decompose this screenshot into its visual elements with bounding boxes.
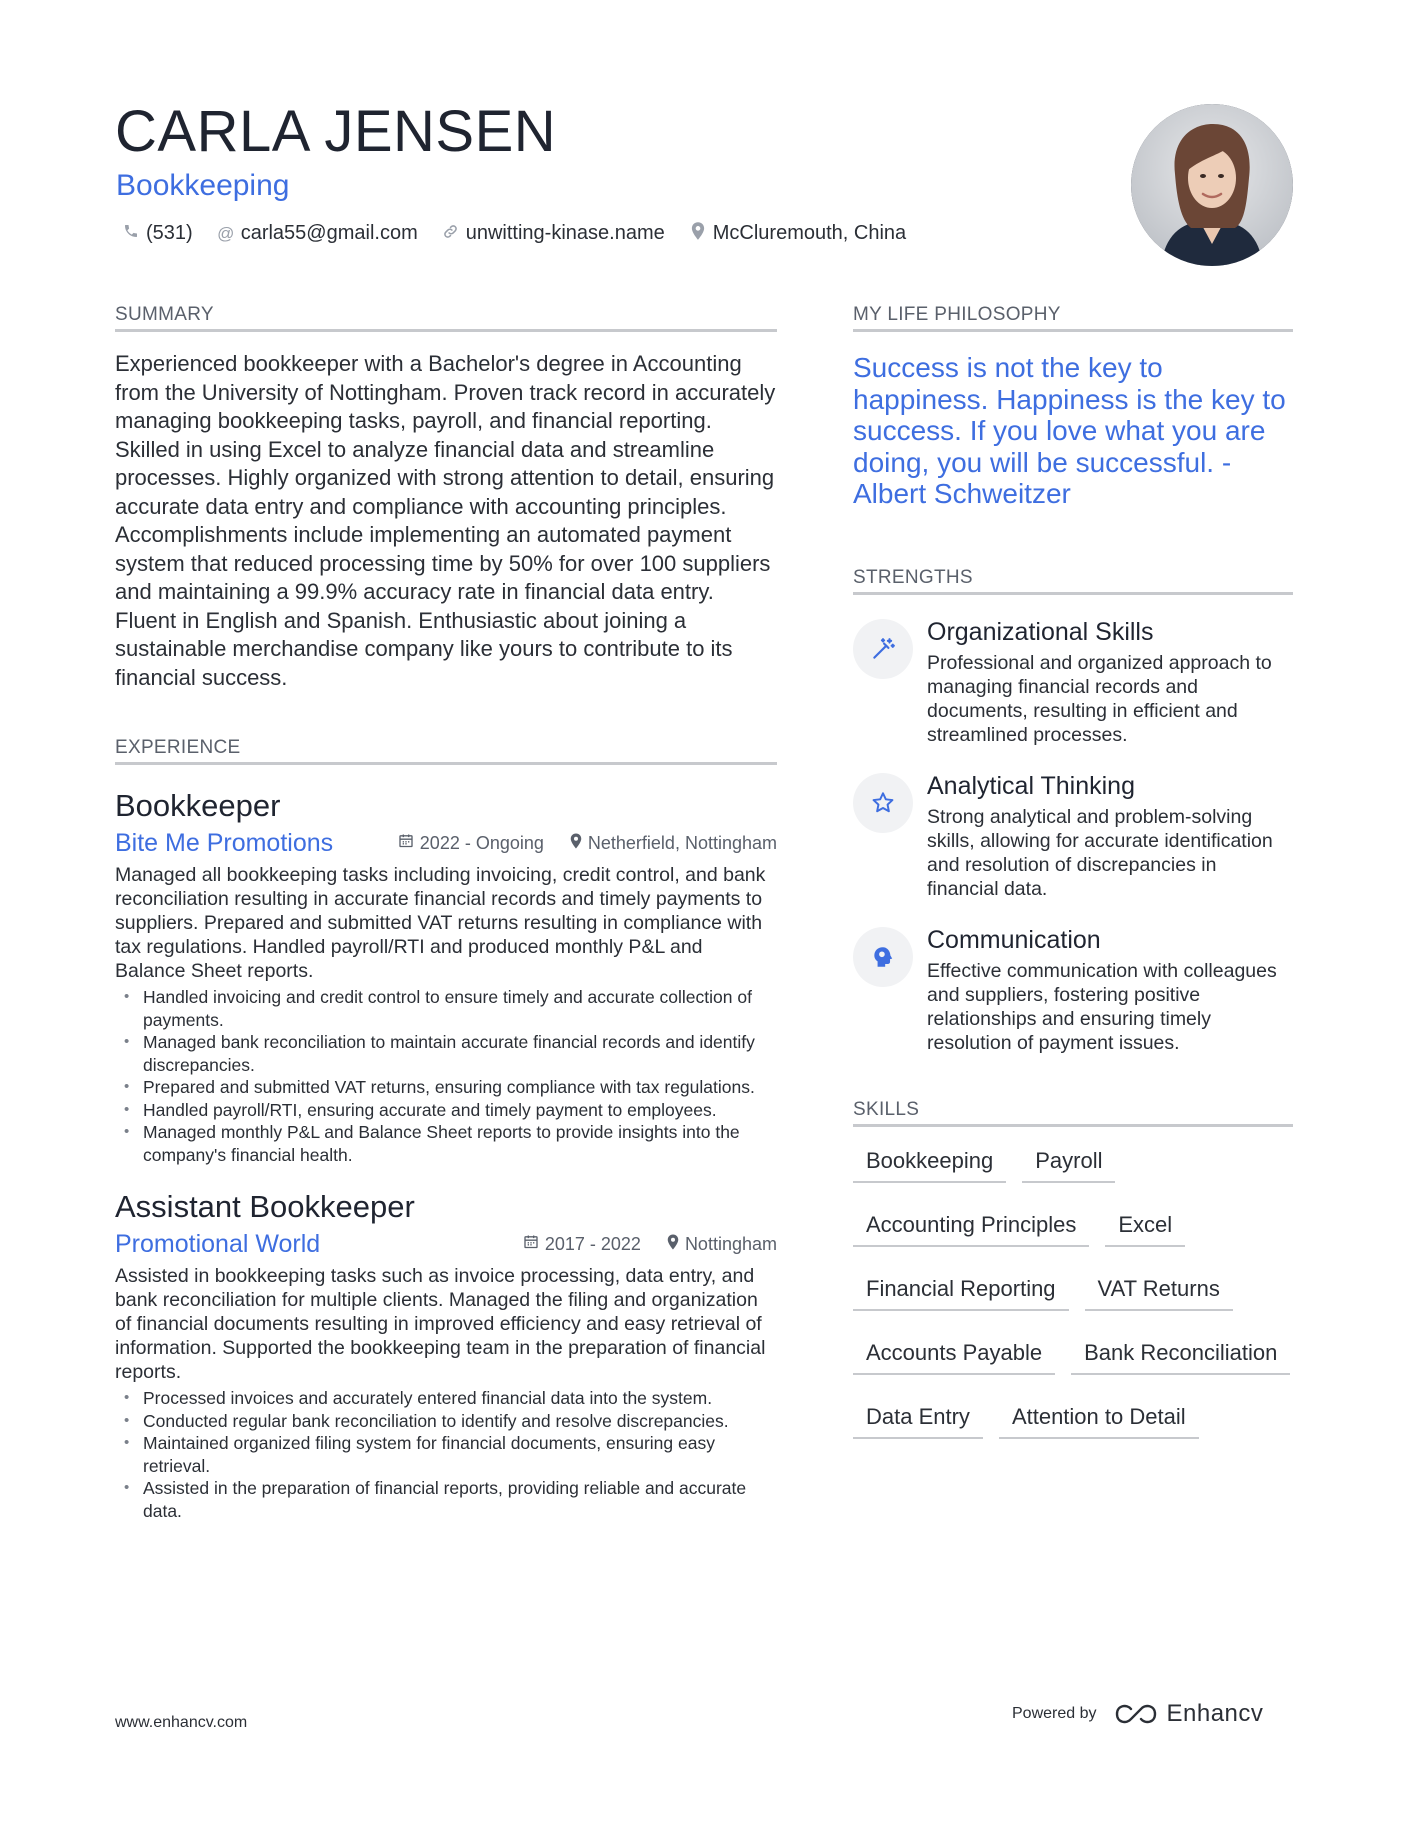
calendar-icon (523, 1233, 539, 1255)
calendar-icon (398, 832, 414, 854)
contact-website[interactable] (442, 222, 665, 245)
contact-bar (122, 222, 906, 245)
job-description: Managed all bookkeeping tasks including invoicing, credit control, and bank reconciliation resulting in accurate financial records and timely payments to suppliers. Prepared and submitted VAT returns resulting in compliance with tax regulations. Handled payroll/RTI and produced monthly P&L and Balance Sheet reports. (115, 864, 766, 982)
job-location-value: Nottingham (684, 1233, 777, 1254)
job-bullets (115, 986, 777, 1166)
skill-tag: Payroll (1022, 1141, 1115, 1183)
job-meta (115, 1228, 777, 1260)
powered-by-label: Powered by (1012, 1705, 1097, 1722)
job-dates (523, 1233, 641, 1255)
job-description: Assisted in bookkeeping tasks such as invoice processing, data entry, and bank reconciliation for multiple clients. Managed the filing and organization of financial documents resulting in improved efficiency and easy retrieval of information. Supported the bookkeeping team in the preparation of financial reports. (115, 1265, 766, 1383)
candidate-title: Bookkeeping (116, 169, 290, 202)
job-dates-value: 2017 - 2022 (544, 1233, 641, 1254)
magic-wand-icon (853, 619, 913, 679)
job-title: Assistant Bookkeeper (115, 1189, 415, 1224)
brand-logo[interactable] (1113, 1700, 1264, 1728)
left-column (115, 304, 777, 1522)
skill-tag: Bank Reconciliation (1071, 1333, 1290, 1375)
job-bullet: • Processed invoices and accurately entered financial data into the system. (115, 1387, 777, 1410)
job-entry (115, 787, 777, 1166)
enhancv-logo-icon (1113, 1702, 1159, 1726)
strength-title: Organizational Skills (927, 617, 1154, 646)
email-value: carla55@gmail.com (240, 222, 418, 244)
job-meta (115, 827, 777, 859)
phone-icon (122, 223, 140, 244)
skill-tag: VAT Returns (1085, 1269, 1233, 1311)
skill-tag: Excel (1105, 1205, 1185, 1247)
skill-tag: Attention to Detail (999, 1397, 1199, 1439)
skill-tag: Accounts Payable (853, 1333, 1055, 1375)
job-location-value: Netherfield, Nottingham (587, 832, 777, 853)
experience-heading: EXPERIENCE (115, 737, 777, 765)
company-name: Promotional World (115, 1230, 321, 1258)
job-bullet: • Assisted in the preparation of financial reports, providing reliable and accurate data. (115, 1477, 777, 1522)
strength-content (927, 771, 1293, 901)
at-sign-icon: @ (217, 223, 235, 243)
contact-email[interactable] (217, 222, 418, 245)
strength-description: Effective communication with colleagues and suppliers, fostering positive relationships and ensuring timely resolution of payment issues. (927, 959, 1277, 1054)
job-bullet: • Managed monthly P&L and Balance Sheet reports to provide insights into the company's financial health. (115, 1121, 777, 1166)
job-dates (398, 832, 544, 854)
strength-content (927, 925, 1293, 1055)
skills-heading: SKILLS (853, 1099, 1293, 1127)
philosophy-quote: Success is not the key to happiness. Happiness is the key to success. If you love what you are doing, you will be successful. - Albert Schweitzer (853, 352, 1286, 509)
philosophy-heading: MY LIFE PHILOSOPHY (853, 304, 1293, 332)
skills-list (853, 1141, 1293, 1439)
job-entry (115, 1188, 777, 1522)
job-dates-value: 2022 - Ongoing (419, 832, 544, 853)
website-value: unwitting-kinase.name (465, 222, 665, 244)
location-pin-icon (667, 1234, 679, 1255)
strength-item (853, 617, 1293, 747)
phone-value: (531) (146, 222, 193, 244)
skill-tag: Financial Reporting (853, 1269, 1069, 1311)
job-bullet: • Handled invoicing and credit control to ensure timely and accurate collection of payments. (115, 986, 777, 1031)
location-value: McCluremouth, China (712, 222, 907, 244)
contact-phone[interactable] (122, 222, 193, 245)
star-icon (853, 773, 913, 833)
skill-tag: Accounting Principles (853, 1205, 1089, 1247)
job-bullet: • Managed bank reconciliation to maintain accurate financial records and identify discrepancies. (115, 1031, 777, 1076)
link-icon (442, 223, 460, 245)
footer-website[interactable]: www.enhancv.com (115, 1714, 248, 1731)
job-location (667, 1234, 777, 1255)
profile-photo (1131, 104, 1293, 266)
job-location (570, 833, 777, 854)
right-column (853, 304, 1293, 1439)
footer-branding (1012, 1700, 1263, 1728)
candidate-name: CARLA JENSEN (115, 99, 557, 164)
job-bullet: • Prepared and submitted VAT returns, ensuring compliance with tax regulations. (115, 1076, 777, 1099)
company-name: Bite Me Promotions (115, 829, 334, 857)
skill-tag: Data Entry (853, 1397, 983, 1439)
job-bullet: • Conducted regular bank reconciliation to identify and resolve discrepancies. (115, 1410, 777, 1433)
strength-title: Analytical Thinking (927, 771, 1135, 800)
contact-location (689, 222, 906, 245)
job-bullet: • Handled payroll/RTI, ensuring accurate and timely payment to employees. (115, 1099, 777, 1122)
location-pin-icon (570, 833, 582, 854)
location-pin-icon (689, 222, 707, 245)
brand-name: Enhancv (1166, 1700, 1264, 1727)
skill-tag: Bookkeeping (853, 1141, 1006, 1183)
summary-heading: SUMMARY (115, 304, 777, 332)
brain-head-icon (853, 927, 913, 987)
job-bullet: • Maintained organized filing system for financial documents, ensuring easy retrieval. (115, 1432, 777, 1477)
strength-content (927, 617, 1293, 747)
job-bullets (115, 1387, 777, 1522)
strength-item (853, 925, 1293, 1055)
strength-item (853, 771, 1293, 901)
strength-description: Professional and organized approach to managing financial records and documents, resulting in efficient and streamlined processes. (927, 651, 1272, 746)
strength-description: Strong analytical and problem-solving skills, allowing for accurate identification and resolution of discrepancies in financial data. (927, 805, 1273, 900)
strength-title: Communication (927, 925, 1101, 954)
strengths-heading: STRENGTHS (853, 567, 1293, 595)
summary-text: Experienced bookkeeper with a Bachelor's degree in Accounting from the University of Nottingham. Proven track record in accurately managing bookkeeping tasks, payroll, and financial reporting. Skilled in using Excel to analyze financial data and streamline processes. Highly organized with strong attention to detail, ensuring accurate data entry and compliance with accounting principles. Accomplishments include implementing an automated payment system that reduced processing time by 50% for over 100 suppliers and maintaining a 99.9% accuracy rate in financial data entry. Fluent in English and Spanish. Enthusiastic about joining a sustainable merchandise company like yours to contribute to its financial success. (115, 351, 776, 690)
job-title: Bookkeeper (115, 788, 281, 823)
